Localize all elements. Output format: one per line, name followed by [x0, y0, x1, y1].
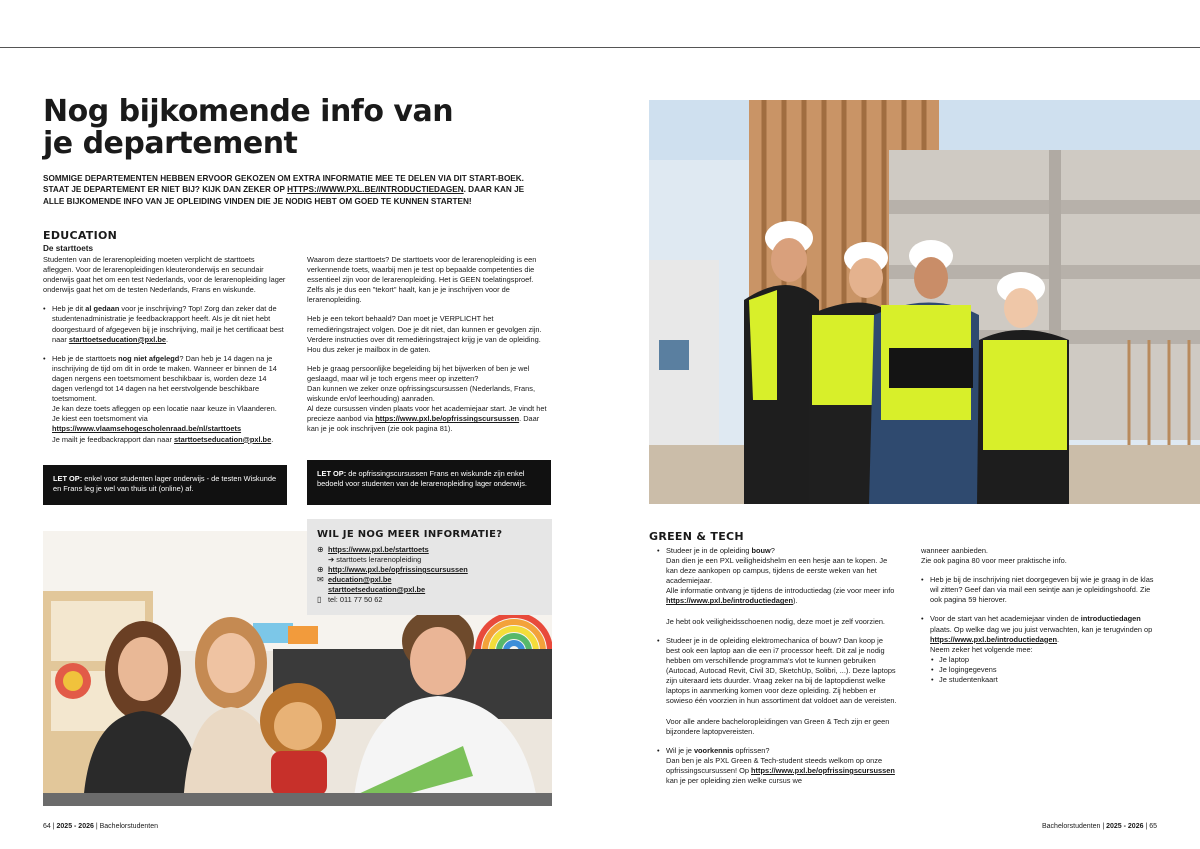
- education-col1: [43, 255, 286, 454]
- green-tech-heading: GREEN & TECH: [649, 530, 744, 543]
- paragraph: Waarom deze starttoets? De starttoets voor de lerarenopleiding is een verkennende toets, waarbij men je test op bepaalde competenties die essentieel zijn voor de lerarenopleiding. Het is GEEN toelatingsproef. Zelfs als je dus een "tekort" haalt, kan je je inschrijven voor de lerarenopleiding.: [307, 255, 537, 305]
- paragraph: Heb je een tekort behaald? Dan moet je VERPLICHT het remediëringstraject volgen. Doe je dit niet, dan kunnen er gevolgen zijn. Verdere instructies over dit remediëringstraject krijg je van de opleiding. Hou dus zeker je mailbox in de gaten.: [307, 314, 542, 354]
- education-heading: EDUCATION: [43, 229, 118, 242]
- checklist: [930, 655, 1161, 685]
- intro-link[interactable]: HTTPS://WWW.PXL.BE/INTRODUCTIEDAGEN: [287, 185, 464, 195]
- green-tech-col1: [657, 546, 897, 795]
- checklist-item: • Je studentenkaart: [939, 675, 1161, 685]
- page-title: Nog bijkomende info van je departement: [43, 94, 454, 161]
- email-link[interactable]: starttoetseducation@pxl.be: [174, 434, 272, 444]
- list-item: • Heb je dit al gedaan voor je inschrijving? Top! Zorg dan zeker dat de studentenadministratie je feedbackrapport heeft. Als je dit niet hebt doorgestuurd of afgegeven bij je inschrijving, mail je het certificaat best naar starttoetseducation@pxl.be.: [52, 304, 286, 344]
- email-link[interactable]: starttoetseducation@pxl.be: [68, 334, 167, 344]
- checklist-item: • Je logingegevens: [939, 665, 1161, 675]
- let-op-box-2: LET OP: de opfrissingscursussen Frans en wiskunde zijn enkel bedoeld voor studenten van de lerarenopleiding lager onderwijs.: [307, 460, 551, 505]
- list-item: • Wil je je voorkennis opfrissen? Dan ben je als PXL Green & Tech-student steeds welkom op onze opfrissingscursussen! Op https://www.pxl.be/opfrissingscursussen kan je per opleiding zien welke cursus we: [666, 746, 897, 786]
- globe-icon: ⊕: [317, 565, 324, 574]
- info-box: [307, 519, 552, 615]
- introductiedagen-link[interactable]: https://www.pxl.be/introductiedagen: [930, 634, 1058, 644]
- starttoets-url-link[interactable]: https://www.pxl.be/starttoets: [328, 545, 429, 554]
- paragraph: wanneer aanbieden. Zie ook pagina 80 voor meer praktische info.: [921, 546, 1067, 566]
- info-row-starttoets: ⊕ https://www.pxl.be/starttoets ➔ starttoets lerarenopleiding: [317, 545, 429, 564]
- let-op-box-1: LET OP: enkel voor studenten lager onderwijs - de testen Wiskunde en Frans leg je wel van thuis uit (online) af.: [43, 465, 287, 505]
- info-heading: WIL JE NOG MEER INFORMATIE?: [317, 529, 503, 540]
- info-row-phone: ▯ tel: 011 77 50 62: [317, 595, 383, 604]
- green-tech-col2: [921, 546, 1161, 694]
- checklist-item: • Je laptop: [939, 655, 1161, 665]
- education-bullets: [43, 304, 286, 444]
- page-number: 64: [43, 823, 51, 830]
- construction-photo: [649, 100, 1200, 504]
- starttoets-link[interactable]: https://www.vlaamsehogescholenraad.be/nl/starttoets: [52, 424, 242, 434]
- starttoets-subheading: De starttoets: [43, 244, 94, 253]
- introductiedagen-link[interactable]: https://www.pxl.be/introductiedagen: [666, 596, 794, 606]
- footer-left: 64 | 2025 - 2026 | Bachelorstudenten: [43, 823, 158, 830]
- list-item: • Heb je de starttoets nog niet afgelegd? Dan heb je 14 dagen na je inschrijving de tijd om dit in orde te maken. Wanneer er binnen de 14 dagen nergens een toetsmoment beschikbaar is, worden deze 14 dagen verlengd tot 14 dagen na het eerstvolgende beschikbare toetsmoment. Je kan deze toets afleggen op een locatie naar keuze in Vlaanderen. Je kiest een toetsmoment via https://www.vlaamsehogescholenraad.be/nl/starttoets Je mailt je feedbackrapport dan naar starttoetseducation@pxl.be.: [52, 354, 286, 445]
- list-item: • Voor de start van het academiejaar vinden de introductiedagen plaats. Op welke dag we jou juist verwachten, kan je terugvinden op https://www.pxl.be/introductiedagen. Neem zeker het volgende mee: • Je laptop • Je logingegevens • Je studentenkaart: [930, 614, 1161, 685]
- education-col2: [307, 255, 550, 444]
- green-tech-bullets-2: [921, 575, 1161, 685]
- intro-text: SOMMIGE DEPARTEMENTEN HEBBEN ERVOOR GEKOZEN OM EXTRA INFORMATIE MEE TE DELEN VIA DIT START-BOEK. STAAT JE DEPARTEMENT ER NIET BIJ? KIJK DAN ZEKER OP HTTPS://WWW.PXL.BE/INTRODUCTIEDAGEN. DAAR KAN JE ALLE BIJKOMENDE INFO VAN JE OPLEIDING VINDEN DIE JE NODIG HEBT OM GOED TE KUNNEN STARTEN!: [43, 174, 525, 206]
- list-item: • Heb je bij de inschrijving niet doorgegeven bij wie je graag in de klas wil zitten? Geef dan via mail een seintje aan je opleidingshoofd. Zie ook pagina 59 hierover.: [930, 575, 1161, 605]
- opfrissing-link[interactable]: https://www.pxl.be/opfrissingscursussen: [375, 414, 520, 424]
- footer-right: Bachelorstudenten | 2025 - 2026 | 65: [1042, 823, 1157, 830]
- green-tech-bullets: [657, 546, 897, 786]
- opfrissing-url-link[interactable]: http://www.pxl.be/opfrissingscursussen: [328, 565, 468, 574]
- mail-icon: ✉: [317, 575, 324, 584]
- list-item: • Studeer je in de opleiding bouw? Dan dien je een PXL veiligheidshelm en een hesje aan te kopen. Je kan deze aankopen op campus, tijdens de eerste weken van het academiejaar. Alle informatie ontvang je tijdens de introductiedag (zie voor meer info https://www.pxl.be/introductiedagen). Je hebt ook veiligheidsschoenen nodig, deze moet je zelf voorzien.: [666, 546, 897, 627]
- phone-icon: ▯: [317, 595, 322, 604]
- education-intro: Studenten van de lerarenopleiding moeten verplicht de starttoets afleggen. Voor de lerarenopleidingen kleuteronderwijs en secundair onderwijs gaat het om een test Nederlands, voor de lerarenopleiding lager onderwijs gaat het om de testen Nederlands, Frans en wiskunde.: [43, 255, 286, 295]
- starttoets-email-link[interactable]: starttoetseducation@pxl.be: [328, 585, 426, 594]
- opfrissing-link[interactable]: https://www.pxl.be/opfrissingscursussen: [751, 765, 895, 775]
- paragraph: Heb je graag persoonlijke begeleiding bij het bijwerken of ben je wel geslaagd, maar wil je toch ergens meer op inzetten? Dan kunnen we zeker onze opfrissingscursussen (Nederlands, Frans, wiskunde en/of leerhouding) aanraden. Al deze cursussen vinden plaats voor het academiejaar start. Je vindt het precieze aanbod via https://www.pxl.be/opfrissingscursussen. Daar kan je je ook inschrijven (zie ook pagina 81).: [307, 363, 547, 434]
- globe-icon: ⊕: [317, 545, 324, 554]
- info-row-email: [317, 575, 542, 595]
- list-item: • Studeer je in de opleiding elektromechanica of bouw? Dan koop je best ook een laptop aan die een i7 processor heeft. Dit zal je nodig hebben om verschillende programma's vlot te kunnen gebruiken (Autocad, Autocad Revit, Civil 3D, SketchUp, Solibri, ...). Deze laptops zijn uiteraard iets duurder. Vraag zeker na bij de laptopdienst welke laptops in aanmerking komen voor deze opleiding. Zij hebben er sowieso één voorzien in hun assortiment dat voldoet aan de vereisten. Voor alle andere bacheloropleidingen van Green & Tech zijn er geen bijzondere laptopvereisten.: [666, 636, 897, 737]
- education-section-header: [43, 229, 293, 253]
- info-row-opfrissing: [317, 565, 542, 575]
- top-rule: [0, 47, 1200, 48]
- page-number: 65: [1149, 823, 1157, 830]
- education-email-link[interactable]: education@pxl.be: [328, 575, 392, 584]
- construction-illustration: [649, 100, 1200, 504]
